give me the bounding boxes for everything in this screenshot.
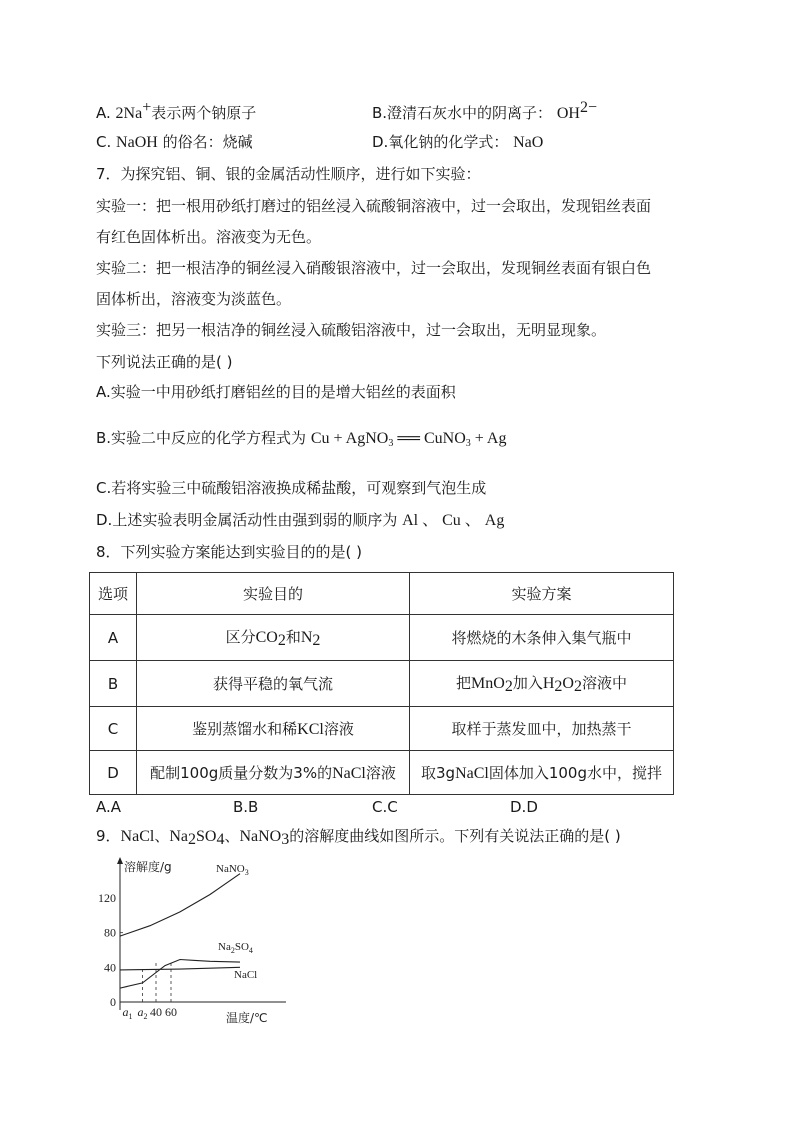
y-axis-label: 溶解度/g	[124, 860, 172, 874]
text: 取3g	[420, 764, 456, 782]
subscript: 3	[281, 831, 290, 848]
formula: 2Na	[115, 105, 143, 122]
q8-table	[89, 572, 674, 795]
answer-b: B.B	[233, 798, 259, 816]
text: 的溶解度曲线如图所示。下列有关说法正确的是( )	[289, 827, 621, 845]
formula: NaNO	[239, 828, 282, 845]
row-option: B	[90, 661, 137, 707]
text: 加入	[512, 673, 543, 692]
row-plan: 将燃烧的木条伸入集气瓶中	[410, 615, 674, 661]
formula: OH	[556, 105, 580, 122]
table-row	[90, 661, 674, 707]
q7-option-d	[96, 510, 504, 531]
header-plan: 实验方案	[410, 573, 674, 615]
answer-a: A.A	[96, 798, 122, 816]
formula: NaCl	[332, 765, 366, 782]
option-label: A.	[96, 104, 111, 122]
formula: N	[300, 628, 313, 646]
q8-stem: 8．下列实验方案能达到实验目的的是( )	[96, 543, 363, 561]
y-axis-arrow	[117, 857, 123, 864]
text: 配制100g质量分数为3%的	[150, 764, 333, 782]
y-tick-label: 80	[104, 925, 116, 940]
row-goal	[137, 707, 410, 751]
eq-left: Cu + AgNO	[310, 430, 389, 447]
q7-stem: 7．为探究铝、铜、银的金属活动性顺序，进行如下实验：	[96, 165, 481, 183]
table-row	[90, 615, 674, 661]
row-plan: 取样于蒸发皿中，加热蒸干	[410, 707, 674, 751]
q7-exp2-line2: 固体析出，溶液变为淡蓝色。	[96, 290, 292, 308]
q7-exp1-line2: 有红色固体析出。溶液变为无色。	[96, 228, 322, 246]
subscript: 2	[554, 677, 563, 695]
formula: KCl	[297, 721, 324, 738]
x-tick-label: $a_2$	[137, 1005, 148, 1021]
table-header-row	[90, 573, 674, 615]
q7-exp2-line1: 实验二：把一根洁净的铜丝浸入硝酸银溶液中，过一会取出，发现铜丝表面有银白色	[96, 259, 652, 277]
q7-option-c: C.若将实验三中硫酸铝溶液换成稀盐酸，可观察到气泡生成	[96, 479, 487, 497]
subscript: 2	[504, 677, 513, 695]
formula: CO	[255, 628, 278, 646]
text: 、	[154, 827, 170, 845]
option-text: B.实验二中反应的化学方程式为	[96, 429, 307, 447]
q6-option-c	[96, 132, 253, 153]
formula: MnO	[471, 674, 505, 692]
row-option: C	[90, 707, 137, 751]
option-text: B.澄清石灰水中的阴离子：	[372, 104, 553, 122]
series-label: NaNO$_3$	[216, 863, 249, 877]
solubility-chart	[96, 852, 296, 1030]
series-label: $Na_2SO_4$	[218, 941, 253, 955]
formula: NaCl	[120, 828, 155, 845]
row-goal	[137, 751, 410, 795]
text: 鉴别蒸馏水和稀	[192, 720, 298, 738]
answer-c: C.C	[372, 798, 398, 816]
series-line	[120, 960, 240, 989]
text: 和	[285, 627, 301, 646]
formula: H	[542, 674, 555, 692]
q7-option-a: A.实验一中用砂纸打磨铝丝的目的是增大铝丝的表面积	[96, 383, 456, 401]
answer-d: D.D	[510, 798, 538, 816]
table-row	[90, 707, 674, 751]
option-text: D.氧化钠的化学式：	[372, 133, 509, 151]
subscript: 4	[216, 831, 225, 848]
formula: SO	[196, 828, 217, 845]
x-axis-label: 温度/℃	[226, 1011, 268, 1025]
q6-option-d	[372, 132, 543, 153]
text: 固体加入100g水中，搅拌	[488, 764, 662, 782]
q7-exp3: 实验三：把另一根洁净的铜丝浸入硫酸铝溶液中，过一会取出，无明显现象。	[96, 321, 607, 339]
text: 溶液中	[581, 673, 627, 692]
equation	[311, 430, 507, 447]
subscript: 3	[388, 438, 394, 449]
charge: +	[142, 99, 152, 116]
subscript: 2	[573, 677, 582, 695]
q7-question: 下列说法正确的是( )	[96, 353, 233, 371]
subscript: 2	[312, 631, 321, 649]
q7-option-b	[96, 428, 506, 454]
text: 把	[456, 673, 472, 692]
row-goal	[137, 615, 410, 661]
x-tick-label: $a_1$	[122, 1005, 133, 1021]
subscript: 2	[277, 631, 286, 649]
option-text: 的俗名：烧碱	[162, 133, 253, 151]
metal-order: Al 、 Cu 、 Ag	[402, 512, 505, 529]
option-text: D.上述实验表明金属活动性由强到弱的顺序为	[96, 511, 398, 529]
row-option: A	[90, 615, 137, 661]
formula: O	[562, 674, 574, 692]
text: 溶液	[365, 764, 396, 782]
q6-option-a	[96, 98, 256, 124]
row-plan	[410, 751, 674, 795]
eq-sign: ══	[397, 430, 420, 447]
table-row	[90, 751, 674, 795]
text: 区分	[225, 627, 256, 646]
subscript: 3	[465, 438, 471, 449]
formula: NaCl	[455, 765, 489, 782]
q9-stem	[96, 826, 621, 850]
header-goal: 实验目的	[137, 573, 410, 615]
series-label: NaCl	[234, 969, 258, 981]
option-label: C.	[96, 133, 112, 151]
text: 溶液	[323, 720, 354, 738]
y-tick-label: 0	[110, 995, 116, 1009]
formula: NaOH	[116, 134, 158, 151]
x-tick-label: 60	[165, 1005, 177, 1019]
header-option: 选项	[90, 573, 137, 615]
text: 9．	[96, 827, 121, 845]
formula: NaO	[513, 134, 544, 151]
text: 、	[224, 827, 240, 845]
series-line	[120, 967, 240, 970]
x-tick-label: 40	[150, 1005, 162, 1019]
eq-right: CuNO	[424, 430, 466, 447]
row-goal: 获得平稳的氧气流	[137, 661, 410, 707]
option-text: 表示两个钠原子	[151, 104, 257, 122]
y-tick-label: 40	[104, 960, 116, 975]
formula: Na	[169, 828, 188, 845]
q6-option-b	[372, 98, 597, 124]
eq-end: + Ag	[470, 430, 507, 447]
series-line	[120, 874, 240, 936]
charge: 2−	[579, 99, 597, 116]
q7-exp1-line1: 实验一：把一根用砂纸打磨过的铝丝浸入硫酸铜溶液中，过一会取出，发现铝丝表面	[96, 197, 652, 215]
row-plan	[410, 661, 674, 707]
y-tick-label: 120	[98, 891, 116, 905]
subscript: 2	[188, 831, 196, 848]
row-option: D	[90, 751, 137, 795]
